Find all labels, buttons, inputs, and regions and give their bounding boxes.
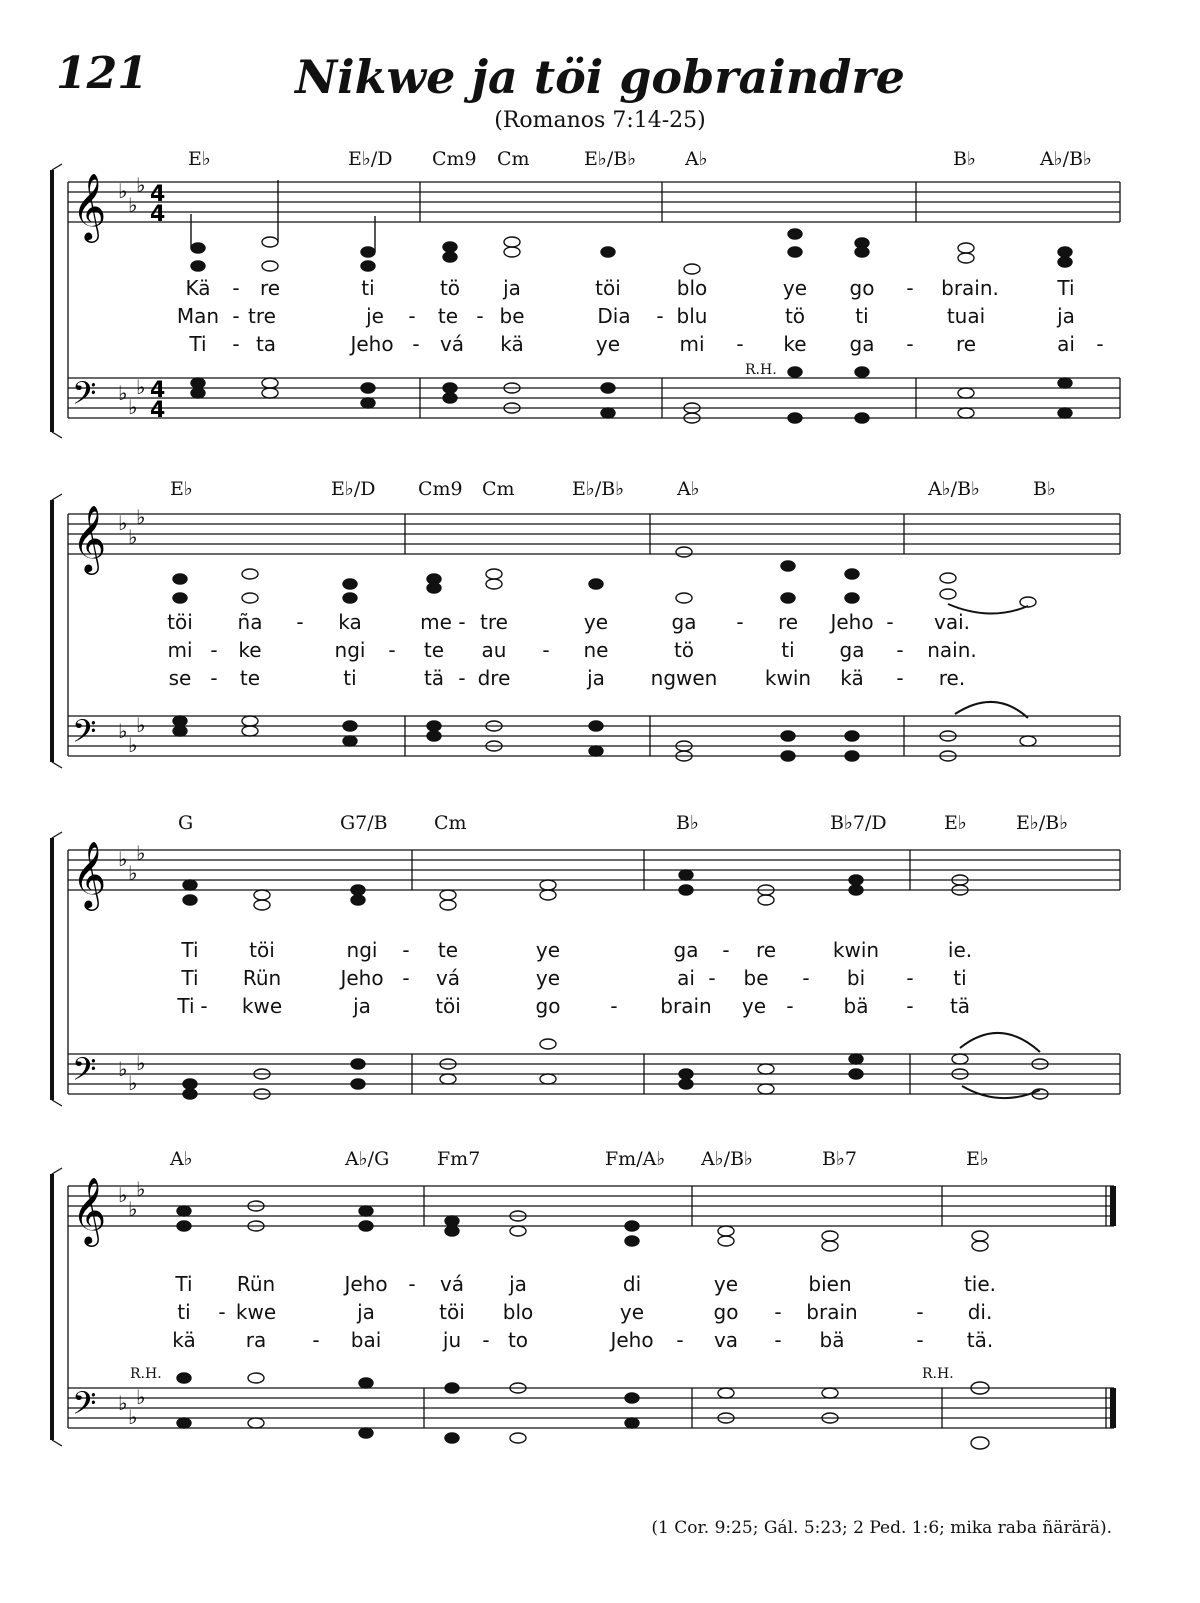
svg-text:4: 4 <box>150 202 166 227</box>
svg-text:𝄞: 𝄞 <box>72 840 107 908</box>
lyric-syllable: kwe <box>241 994 283 1018</box>
lyric-syllable: ja <box>357 1300 375 1324</box>
svg-text:♭: ♭ <box>128 1405 138 1429</box>
lyric-syllable: - <box>476 304 484 328</box>
lyric-syllable: tre <box>480 610 508 634</box>
lyric-syllable: ti <box>855 304 869 328</box>
svg-text:4: 4 <box>150 182 166 207</box>
svg-text:♭: ♭ <box>136 1385 146 1409</box>
lyric-syllable: kwin <box>832 938 880 962</box>
lyric-syllable: Ti <box>181 938 199 962</box>
chord-symbol: E♭/D <box>348 148 393 170</box>
svg-text:♭: ♭ <box>136 173 146 197</box>
lyric-syllable: - <box>296 610 304 634</box>
lyric-syllable: Kä <box>185 276 211 300</box>
lyric-syllable: - <box>402 938 410 962</box>
lyric-syllable: blo <box>676 276 708 300</box>
svg-text:♭: ♭ <box>136 505 146 529</box>
lyric-syllable: ngi <box>334 638 366 662</box>
chord-symbol: G7/B <box>340 812 388 834</box>
lyric-syllable: ti <box>781 638 795 662</box>
svg-text:𝄢: 𝄢 <box>72 375 97 419</box>
lyric-syllable: - <box>542 638 550 662</box>
chord-symbol: Cm <box>497 148 530 170</box>
lyric-syllable: ga <box>673 938 699 962</box>
lyric-syllable: ña <box>237 610 263 634</box>
lyric-syllable: bi <box>846 966 866 990</box>
lyric-syllable: ti <box>343 666 357 690</box>
rh-mark: R.H. <box>745 362 777 378</box>
lyric-syllable: tuai <box>946 304 986 328</box>
lyric-syllable: töi <box>595 276 621 300</box>
lyric-syllable: Ti <box>181 966 199 990</box>
chord-symbol: B♭7 <box>822 1148 858 1170</box>
lyric-syllable: se <box>168 666 192 690</box>
lyric-syllable: te <box>437 938 459 962</box>
lyric-syllable: tö <box>439 276 461 300</box>
lyric-syllable: - <box>774 1328 782 1352</box>
lyric-syllable: brain <box>660 994 712 1018</box>
music-system-1 <box>0 140 1200 440</box>
lyric-syllable: kwe <box>235 1300 277 1324</box>
lyric-syllable: ke <box>783 332 807 356</box>
lyric-syllable: blo <box>502 1300 534 1324</box>
lyric-syllable: - <box>232 332 240 356</box>
lyric-syllable: ra <box>245 1328 267 1352</box>
lyric-syllable: - <box>458 666 466 690</box>
lyric-syllable: ye <box>782 276 808 300</box>
svg-text:𝄢: 𝄢 <box>72 1051 97 1095</box>
lyric-syllable: re <box>259 276 281 300</box>
lyric-syllable: - <box>210 666 218 690</box>
chord-symbol: B♭ <box>676 812 699 834</box>
lyric-syllable: Jeho <box>344 1272 388 1296</box>
lyric-syllable: ye <box>619 1300 645 1324</box>
svg-text:4: 4 <box>150 378 166 403</box>
lyric-syllable: ye <box>535 938 561 962</box>
lyric-syllable: - <box>676 1328 684 1352</box>
svg-text:♭: ♭ <box>128 525 138 549</box>
lyric-syllable: - <box>656 304 664 328</box>
lyric-syllable: ti <box>177 1300 191 1324</box>
lyric-syllable: töi <box>167 610 193 634</box>
rh-mark: R.H. <box>922 1366 954 1382</box>
svg-text:♭: ♭ <box>118 179 128 203</box>
lyric-syllable: ga <box>839 638 865 662</box>
lyric-syllable: - <box>708 966 716 990</box>
chord-symbol: B♭ <box>953 148 976 170</box>
lyric-syllable: - <box>232 304 240 328</box>
lyric-syllable: re. <box>938 666 966 690</box>
lyric-syllable: vá <box>439 332 465 356</box>
lyric-syllable: - <box>402 966 410 990</box>
lyric-syllable: ai <box>677 966 695 990</box>
svg-text:♭: ♭ <box>128 861 138 885</box>
lyric-syllable: - <box>388 638 396 662</box>
lyric-syllable: tre <box>248 304 276 328</box>
lyric-syllable: - <box>232 276 240 300</box>
chord-symbol: E♭ <box>966 1148 989 1170</box>
lyric-syllable: - <box>200 994 208 1018</box>
svg-text:𝄞: 𝄞 <box>72 1176 107 1244</box>
hymn-subtitle: (Romanos 7:14-25) <box>494 108 706 133</box>
chord-symbol: A♭ <box>677 478 700 500</box>
lyric-syllable: - <box>906 994 914 1018</box>
lyric-syllable: - <box>1096 332 1104 356</box>
lyric-syllable: - <box>722 938 730 962</box>
lyric-syllable: bä <box>843 994 869 1018</box>
lyric-syllable: - <box>218 1300 226 1324</box>
svg-text:♭: ♭ <box>136 375 146 399</box>
chord-symbol: A♭ <box>685 148 708 170</box>
svg-text:♭: ♭ <box>118 511 128 535</box>
lyric-syllable: nain. <box>927 638 977 662</box>
lyric-syllable: re <box>955 332 977 356</box>
svg-text:♭: ♭ <box>128 733 138 757</box>
lyric-syllable: Jeho <box>610 1328 654 1352</box>
chord-symbol: Fm7 <box>437 1148 481 1170</box>
lyric-syllable: ju <box>442 1328 462 1352</box>
lyric-syllable: te <box>239 666 261 690</box>
lyric-syllable: töi <box>439 1300 465 1324</box>
lyric-syllable: to <box>507 1328 529 1352</box>
chord-symbol: E♭ <box>944 812 967 834</box>
lyric-syllable: ta <box>255 332 277 356</box>
lyric-syllable: ga <box>849 332 875 356</box>
lyric-syllable: ie. <box>947 938 973 962</box>
lyric-syllable: go <box>849 276 875 300</box>
lyric-syllable: go <box>535 994 561 1018</box>
chord-symbol: A♭/B♭ <box>1040 148 1093 170</box>
chord-symbol: A♭/G <box>345 1148 390 1170</box>
lyric-syllable: ja <box>503 276 521 300</box>
music-system-4 <box>0 1144 1200 1454</box>
lyric-syllable: va <box>713 1328 739 1352</box>
lyric-syllable: ai <box>1057 332 1075 356</box>
staff-graphics <box>0 1144 1200 1454</box>
svg-text:♭: ♭ <box>128 395 138 419</box>
staff-graphics <box>0 808 1200 1108</box>
lyric-syllable: ja <box>587 666 605 690</box>
lyric-syllable: ka <box>338 610 362 634</box>
lyric-syllable: re <box>755 938 777 962</box>
lyric-syllable: au <box>481 638 507 662</box>
chord-symbol: Cm <box>482 478 515 500</box>
lyric-syllable: ke <box>238 638 262 662</box>
lyric-syllable: Ti <box>177 994 195 1018</box>
svg-text:♭: ♭ <box>136 713 146 737</box>
lyric-syllable: - <box>786 994 794 1018</box>
lyric-syllable: vá <box>439 1272 465 1296</box>
lyric-syllable: Jeho <box>340 966 384 990</box>
scripture-references: (1 Cor. 9:25; Gál. 5:23; 2 Ped. 1:6; mika raba ñärärä). <box>651 1518 1112 1538</box>
chord-symbol: Cm <box>434 812 467 834</box>
chord-symbol: G <box>178 812 194 834</box>
chord-symbol: E♭/B♭ <box>584 148 637 170</box>
lyric-syllable: Rün <box>242 966 282 990</box>
lyric-syllable: go <box>713 1300 739 1324</box>
lyric-syllable: vai. <box>933 610 971 634</box>
hymn-number: 121 <box>56 48 148 99</box>
lyric-syllable: Jeho <box>830 610 874 634</box>
chord-symbol: E♭ <box>188 148 211 170</box>
lyric-syllable: tä <box>423 666 445 690</box>
svg-text:4: 4 <box>150 398 166 423</box>
lyric-syllable: Rün <box>236 1272 276 1296</box>
chord-symbol: A♭/B♭ <box>928 478 981 500</box>
lyric-syllable: - <box>610 994 618 1018</box>
lyric-syllable: - <box>896 638 904 662</box>
lyric-syllable: ne <box>583 638 609 662</box>
music-system-2 <box>0 474 1200 774</box>
lyric-syllable: me <box>420 610 452 634</box>
lyric-syllable: bien <box>808 1272 852 1296</box>
lyric-syllable: - <box>916 1328 924 1352</box>
svg-text:♭: ♭ <box>118 1391 128 1415</box>
lyric-syllable: - <box>774 1300 782 1324</box>
svg-text:♭: ♭ <box>128 1197 138 1221</box>
lyric-syllable: brain <box>806 1300 858 1324</box>
lyric-syllable: di <box>622 1272 642 1296</box>
lyric-syllable: ngwen <box>650 666 718 690</box>
lyric-syllable: bä <box>819 1328 845 1352</box>
lyric-syllable: kwin <box>764 666 812 690</box>
lyric-syllable: töi <box>435 994 461 1018</box>
lyric-syllable: - <box>896 666 904 690</box>
lyric-syllable: ye <box>583 610 609 634</box>
lyric-syllable: Ti <box>175 1272 193 1296</box>
lyric-syllable: ja <box>1057 304 1075 328</box>
lyric-syllable: Jeho <box>350 332 394 356</box>
lyric-syllable: tä <box>949 994 971 1018</box>
svg-text:♭: ♭ <box>118 1057 128 1081</box>
svg-text:♭: ♭ <box>128 1071 138 1095</box>
lyric-syllable: Ti <box>1057 276 1075 300</box>
svg-text:𝄢: 𝄢 <box>72 1385 97 1429</box>
svg-text:𝄞: 𝄞 <box>72 172 107 240</box>
lyric-syllable: kä <box>500 332 524 356</box>
svg-text:𝄞: 𝄞 <box>72 504 107 572</box>
lyric-syllable: mi <box>679 332 705 356</box>
chord-symbol: B♭7/D <box>830 812 887 834</box>
lyric-syllable: töi <box>249 938 275 962</box>
lyric-syllable: dre <box>477 666 511 690</box>
lyric-syllable: - <box>736 610 744 634</box>
lyric-syllable: - <box>886 610 894 634</box>
lyric-syllable: ye <box>595 332 621 356</box>
lyric-syllable: te <box>423 638 445 662</box>
svg-text:♭: ♭ <box>136 1051 146 1075</box>
chord-symbol: Cm9 <box>418 478 463 500</box>
lyric-syllable: - <box>312 1328 320 1352</box>
lyric-syllable: brain. <box>941 276 999 300</box>
lyric-syllable: kä <box>840 666 864 690</box>
svg-text:♭: ♭ <box>136 1177 146 1201</box>
lyric-syllable: - <box>412 332 420 356</box>
chord-symbol: Cm9 <box>432 148 477 170</box>
lyric-syllable: tie. <box>963 1272 997 1296</box>
lyric-syllable: te <box>437 304 459 328</box>
chord-symbol: A♭/B♭ <box>701 1148 754 1170</box>
svg-text:♭: ♭ <box>118 1183 128 1207</box>
lyric-syllable: - <box>408 1272 416 1296</box>
lyric-syllable: - <box>916 1300 924 1324</box>
hymn-title: Nikwe ja töi gobraindre <box>295 50 905 104</box>
svg-text:♭: ♭ <box>136 841 146 865</box>
chord-symbol: E♭/B♭ <box>572 478 625 500</box>
chord-symbol: Fm/A♭ <box>605 1148 666 1170</box>
lyric-syllable: - <box>906 966 914 990</box>
lyric-syllable: be <box>743 966 769 990</box>
lyric-syllable: je <box>366 304 384 328</box>
lyric-syllable: ja <box>509 1272 527 1296</box>
lyric-syllable: blu <box>676 304 708 328</box>
lyric-syllable: mi <box>167 638 193 662</box>
lyric-syllable: ye <box>741 994 767 1018</box>
lyric-syllable: tö <box>784 304 806 328</box>
lyric-syllable: - <box>210 638 218 662</box>
lyric-syllable: ga <box>671 610 697 634</box>
music-system-3 <box>0 808 1200 1108</box>
svg-text:♭: ♭ <box>118 847 128 871</box>
lyric-syllable: ye <box>713 1272 739 1296</box>
lyric-syllable: ti <box>361 276 375 300</box>
lyric-syllable: - <box>482 1328 490 1352</box>
svg-text:𝄢: 𝄢 <box>72 713 97 757</box>
lyric-syllable: - <box>906 276 914 300</box>
lyric-syllable: - <box>736 332 744 356</box>
lyric-syllable: ti <box>953 966 967 990</box>
lyric-syllable: tö <box>673 638 695 662</box>
chord-symbol: E♭/D <box>331 478 376 500</box>
lyric-syllable: tä. <box>966 1328 994 1352</box>
lyric-syllable: ye <box>535 966 561 990</box>
lyric-syllable: di. <box>967 1300 993 1324</box>
chord-symbol: E♭ <box>170 478 193 500</box>
chord-symbol: E♭/B♭ <box>1016 812 1069 834</box>
lyric-syllable: Dia <box>597 304 631 328</box>
chord-symbol: A♭ <box>170 1148 193 1170</box>
lyric-syllable: bai <box>350 1328 382 1352</box>
svg-text:♭: ♭ <box>118 381 128 405</box>
lyric-syllable: kä <box>172 1328 196 1352</box>
rh-mark: R.H. <box>130 1366 162 1382</box>
lyric-syllable: ngi <box>346 938 378 962</box>
lyric-syllable: be <box>499 304 525 328</box>
lyric-syllable: - <box>906 332 914 356</box>
lyric-syllable: Ti <box>189 332 207 356</box>
svg-text:♭: ♭ <box>118 719 128 743</box>
lyric-syllable: Man <box>176 304 220 328</box>
chord-symbol: B♭ <box>1033 478 1056 500</box>
lyric-syllable: ja <box>353 994 371 1018</box>
lyric-syllable: re <box>777 610 799 634</box>
lyric-syllable: - <box>802 966 810 990</box>
lyric-syllable: vá <box>435 966 461 990</box>
svg-text:♭: ♭ <box>128 193 138 217</box>
lyric-syllable: - <box>458 610 466 634</box>
lyric-syllable: - <box>408 304 416 328</box>
